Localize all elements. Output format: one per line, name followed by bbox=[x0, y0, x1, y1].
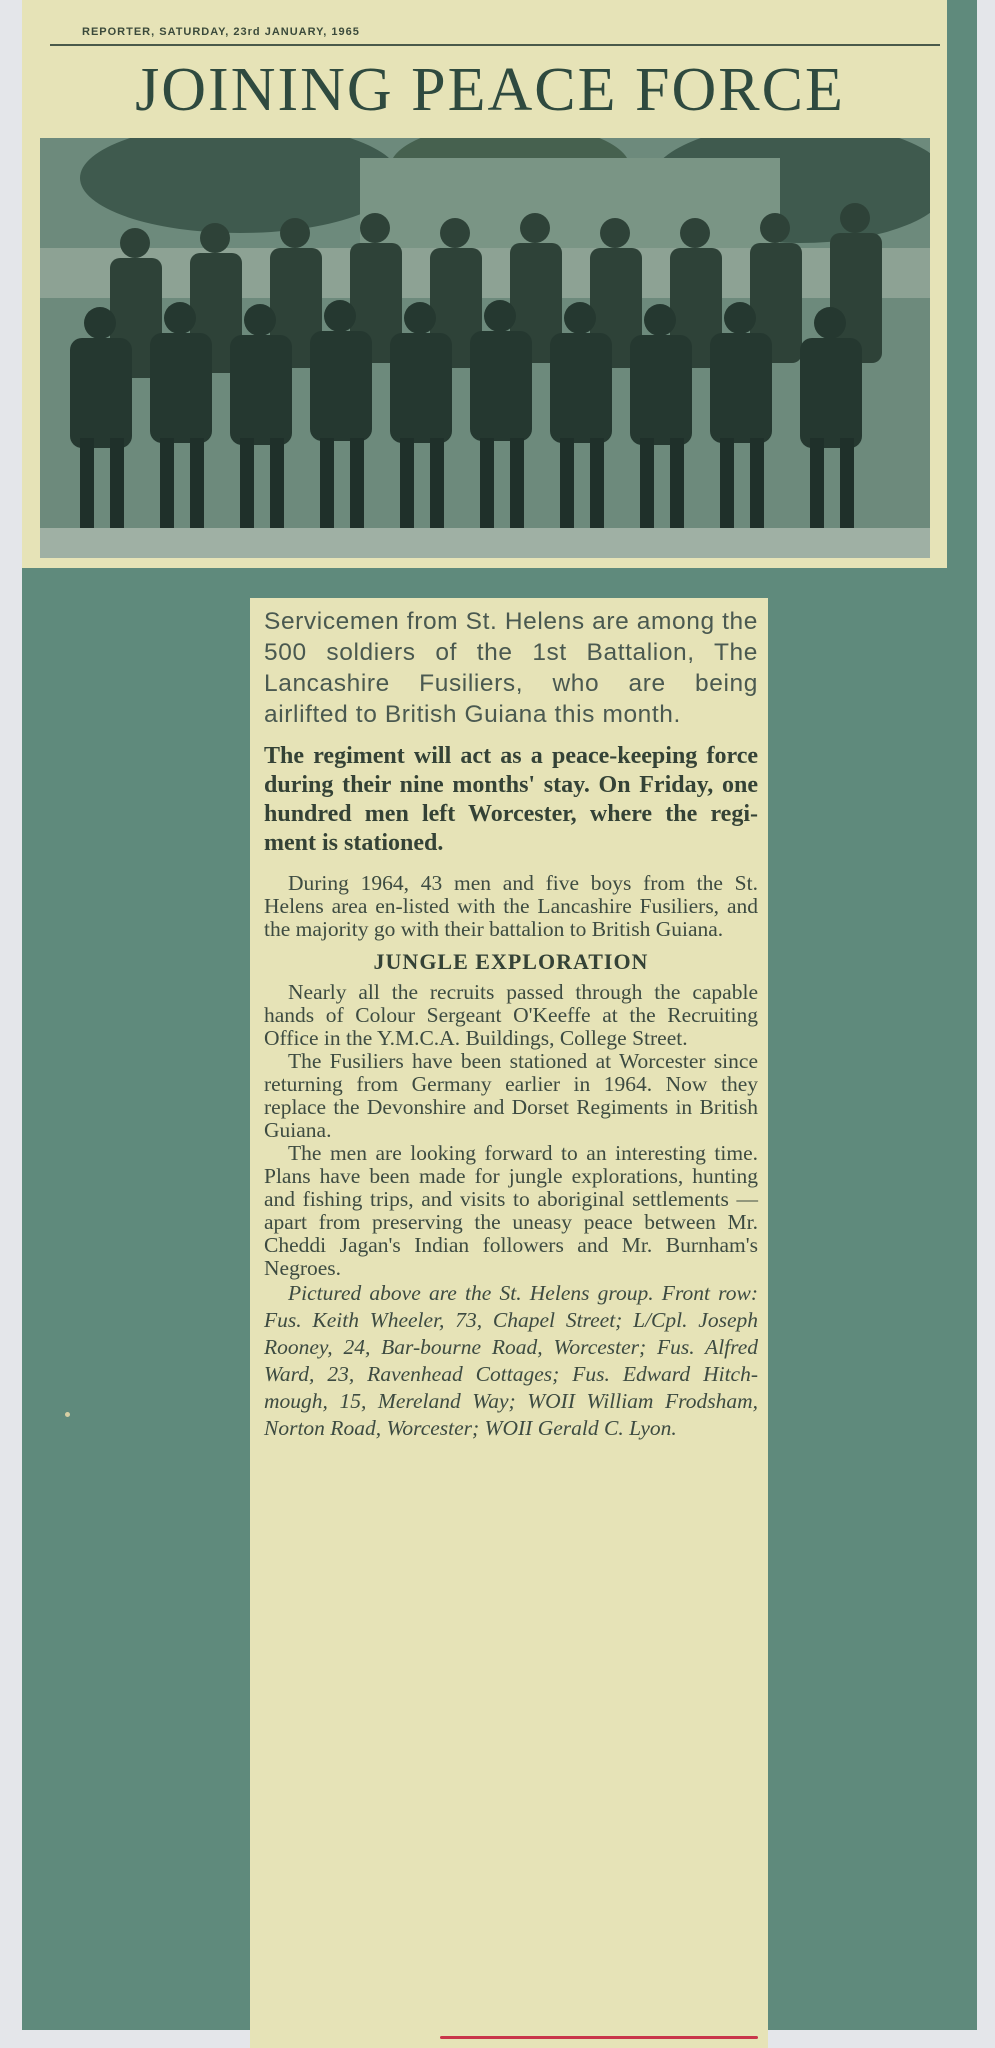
group-photo-icon bbox=[40, 138, 930, 558]
group-photo bbox=[40, 138, 930, 558]
article-paragraph-3: The Fusiliers have been stationed at Worcester since returning from Germany earlier in 1964. Now they replace the Devonshire and Dorset Regiments in British Guiana. bbox=[264, 1049, 758, 1142]
photo-caption: Pictured above are the St. Helens group. Front row: Fus. Keith Wheeler, 73, Chapel Street; L/Cpl. Joseph Rooney, 24, Bar-bourne Road, Worcester; Fus. Alfred Ward, 23, Ravenhead Cottages; Fus. Edward Hitch-mough, 15, Mereland Way; WOII William Frodsham, Norton Road, Worcester; WOII Gerald C. Lyon. bbox=[264, 1281, 758, 1440]
article-subhead: JUNGLE EXPLORATION bbox=[373, 949, 649, 974]
article-paragraph-1: During 1964, 43 men and five boys from the St. Helens area en-listed with the Lancashire Fusiliers, and the majority go with their battalion to British Guiana. bbox=[264, 871, 758, 941]
headline: JOINING PEACE FORCE bbox=[135, 56, 845, 124]
paper-speck bbox=[65, 1412, 70, 1417]
article-column bbox=[250, 598, 768, 2048]
article-lead: Servicemen from St. Helens are among the 500 soldiers of the 1st Battalion, The Lancashire Fusiliers, who are being airlifted to British Guiana this month. bbox=[264, 608, 758, 728]
red-pen-mark bbox=[440, 2036, 758, 2039]
dateline: REPORTER, SATURDAY, 23rd JANUARY, 1965 bbox=[82, 26, 360, 38]
article-paragraph-2: Nearly all the recruits passed through the capable hands of Colour Sergeant O'Keeffe at the Recruiting Office in the Y.M.C.A. Buildings, College Street. bbox=[264, 980, 758, 1050]
article-bold-paragraph: The regiment will act as a peace-keeping force during their nine months' stay. On Friday, one hundred men left Worcester, where the regi-ment is stationed. bbox=[264, 743, 758, 856]
article-paragraph-4: The men are looking forward to an interesting time. Plans have been made for jungle explorations, hunting and fishing trips, and visits to aboriginal settlements — apart from preserving the uneasy peace between Mr. Cheddi Jagan's Indian followers and Mr. Burnham's Negroes. bbox=[264, 1141, 758, 1280]
top-rule bbox=[50, 44, 940, 46]
